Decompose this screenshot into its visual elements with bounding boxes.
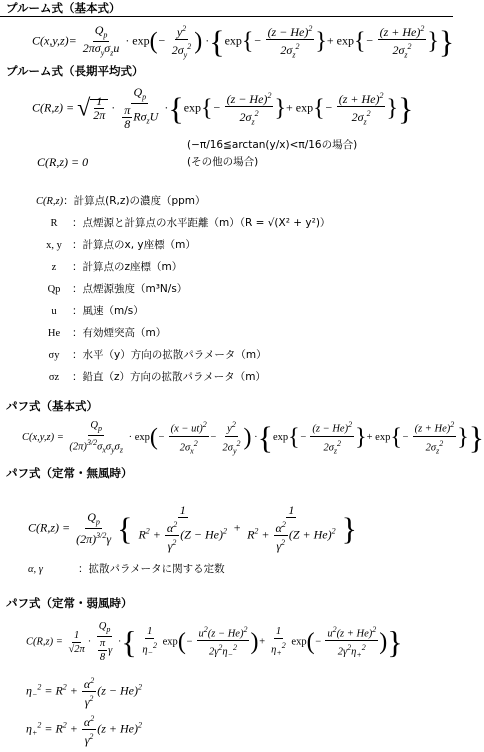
def-row	[36, 282, 187, 297]
def-desc: ：有効煙突高（m）	[72, 327, 167, 339]
def-desc: ：風速（m/s）	[72, 305, 144, 317]
def-row	[36, 304, 144, 319]
def-row	[36, 370, 266, 385]
def-desc: ：水平（y）方向の拡散パラメータ（m）	[72, 349, 267, 361]
def-sym: Qp	[47, 284, 61, 295]
def-row	[36, 348, 267, 363]
heading-puff-basic: パフ式（基本式）	[6, 399, 98, 413]
condition-2: (その他の場合)	[187, 156, 259, 168]
equation-eta-minus: $\eta_-^2 = R^2$ + $\frac{\alpha^2}{\gamma^2}$ $(z - He)^2$	[26, 676, 142, 709]
def-sym: σz	[48, 372, 60, 383]
def-row	[36, 216, 330, 231]
equation-plume-long: C(R,z) = √ $\frac{1}{2\pi}$ · $Q_p$ $\frac{\pi}{8}$ $R\sigma_zU$ ·{exp{− $\frac{(z - He)^2}{2\sigma_z^2}$ }+ exp{− $\frac{(z + He)^2}{2\sigma_z^2}$ }}	[32, 85, 414, 132]
heading-plume-basic: プルーム式（基本式）	[6, 1, 121, 15]
def-sym: z	[51, 262, 57, 273]
def-sym: He	[47, 328, 61, 339]
def-sym: σy	[48, 350, 60, 361]
equation-puff-calm: C(R,z) = $\frac{Q_p}{(2\pi)^{3/2}\gamma}$ { 1 $R^2$ + $\frac{\alpha^2}{\gamma^2}$ $(Z - He)^2$ + 1 $R^2$ + $\frac{\alpha^2}{\gamma^2}$ $(Z + He)^2$ }	[28, 503, 357, 553]
condition-1: (−π/16≦arctan(y/x)<π/16の場合)	[187, 139, 358, 151]
def-row	[36, 238, 196, 253]
def-desc: ：点煙源と計算点の水平距離（m）（R = √(X² + y²)）	[72, 217, 331, 229]
def-desc: ：点煙源強度（m³N/s）	[72, 283, 188, 295]
def-row	[36, 194, 206, 209]
equation-eta-plus: $\eta_+^2 = R^2$ + $\frac{\alpha^2}{\gamma^2}$ $(z + He)^2$	[26, 714, 142, 747]
equation-zero: C(R,z) = 0	[37, 155, 89, 169]
top-rule	[0, 16, 453, 17]
equation-puff-basic: C(x,y,z) = $\frac{Q_p}{(2\pi)^{3/2}\sigma_x\sigma_y\sigma_z}$ · exp(− $\frac{(x - ut)^2}{2\sigma_x^2}$ − $\frac{y^2}{2\sigma_y^2}$ ) ·{exp{− $\frac{(z - He)^2}{2\sigma_z^2}$ }+ exp{− $\frac{(z + He)^2}{2\sigma_z^2}$ }}	[22, 419, 484, 456]
def-desc: ：鉛直（z）方向の拡散パラメータ（m）	[72, 371, 266, 383]
def-sym: u	[51, 306, 57, 317]
def-sym: x, y	[46, 240, 62, 251]
heading-puff-weak: パフ式（定常・弱風時）	[6, 596, 133, 610]
def-desc: ：計算点のz座標（m）	[72, 261, 183, 273]
heading-puff-calm: パフ式（定常・無風時）	[6, 466, 133, 480]
def-row	[36, 260, 182, 275]
def-sym: R	[50, 218, 58, 229]
alpha-gamma-row	[28, 562, 225, 577]
def-sym: α, γ	[28, 564, 43, 575]
def-desc: ：計算点のx, y座標（m）	[72, 239, 196, 251]
def-desc: ：拡散パラメータに関する定数	[78, 563, 225, 575]
def-row	[36, 326, 166, 341]
equation-plume-basic: C(x,y,z)= $\frac{Q_p}{2\pi\sigma_y\sigma_zu}$ · exp(− $\frac{y^2}{2\sigma_y^2}$ ) ·{exp{− $\frac{(z - He)^2}{2\sigma_z^2}$ }+ exp{− $\frac{(z + He)^2}{2\sigma_z^2}$ }}	[32, 22, 455, 60]
heading-plume-long: プルーム式（長期平均式）	[6, 64, 144, 78]
def-desc: ：計算点(R,z)の濃度（ppm）	[63, 195, 206, 207]
def-sym: C(R,z)	[36, 196, 64, 207]
equation-puff-weak: C(R,z) = $\frac{1}{√2\pi}$ · $Q_p$ $\frac{\pi}{8}$ γ ·{ $\frac{1}{\eta_-^2}$ exp(− $\frac{u^2(z - He)^2}{2\gamma^2\eta_-^2}$ )+ $\frac{1}{\eta_+^2}$ exp(− $\frac{u^2(z + He)^2}{2\gamma^2\eta_+^2}$ )}	[26, 621, 403, 664]
